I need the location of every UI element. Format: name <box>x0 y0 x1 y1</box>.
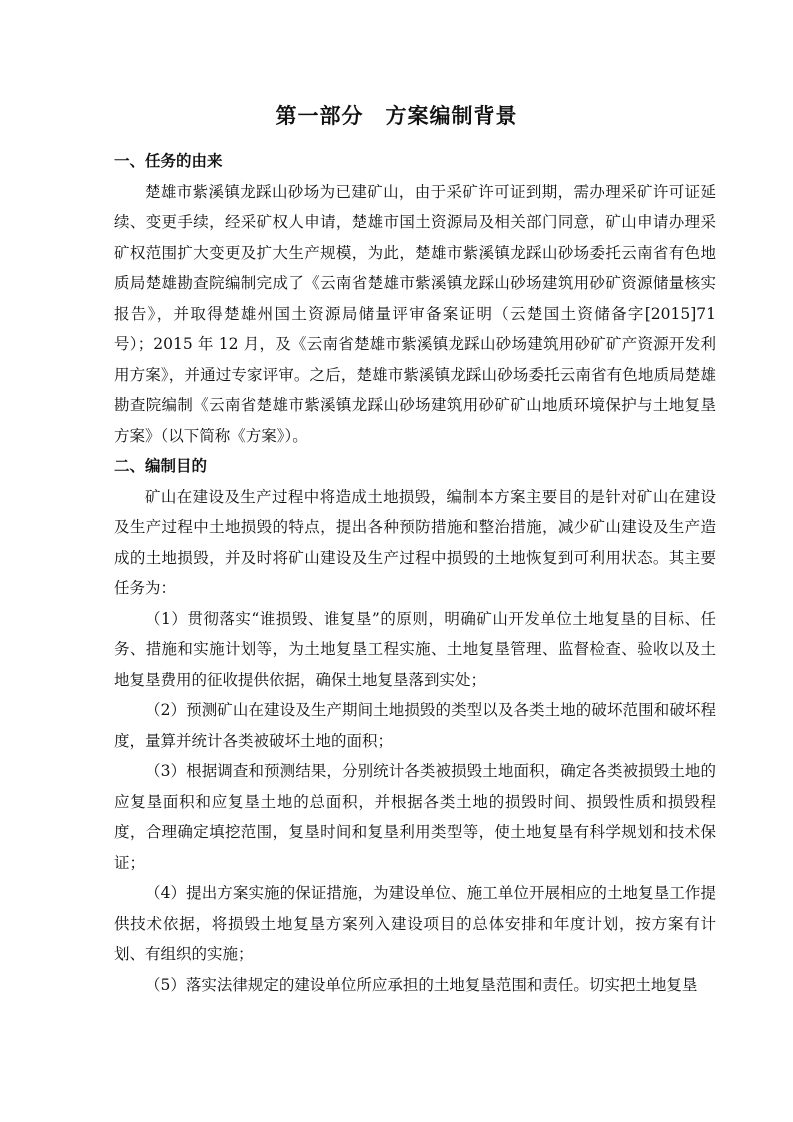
document-body <box>114 146 716 1000</box>
section-heading-purpose: 二、编制目的 <box>114 457 208 475</box>
paragraph-purpose-item-5: （5）落实法律规定的建设单位所应承担的土地复垦范围和责任。切实把土地复垦 <box>145 975 698 994</box>
paragraph-purpose-item-3: （3）根据调查和预测结果，分别统计各类被损毁土地面积，确定各类被损毁土地的应复垦面积和应复垦土地的总面积，并根据各类土地的损毁时间、损毁性质和损毁程度，合理确定填挖范围，复垦时间和复垦利用类型等，使土地复垦有科学规划和技术保证； <box>114 762 716 872</box>
paragraph-purpose-item-1: （1）贯彻落实“谁损毁、谁复垦”的原则，明确矿山开发单位土地复垦的目标、任务、措施和实施计划等，为土地复垦工程实施、土地复垦管理、监督检查、验收以及土地复垦费用的征收提供依据，确保土地复垦落到实处； <box>114 609 716 689</box>
section-heading-origin: 一、任务的由来 <box>114 152 223 170</box>
paragraph-purpose-intro: 矿山在建设及生产过程中将造成土地损毁，编制本方案主要目的是针对矿山在建设及生产过程中土地损毁的特点，提出各种预防措施和整治措施，减少矿山建设及生产造成的土地损毁，并及时将矿山建设及生产过程中损毁的土地恢复到可利用状态。其主要任务为： <box>114 487 716 597</box>
page-title: 第一部分 方案编制背景 <box>275 104 518 128</box>
paragraph-purpose-item-4: （4）提出方案实施的保证措施，为建设单位、施工单位开展相应的土地复垦工作提供技术依据，将损毁土地复垦方案列入建设项目的总体安排和年度计划，按方案有计划、有组织的实施； <box>114 884 716 963</box>
paragraph-origin: 楚雄市紫溪镇龙踩山砂场为已建矿山，由于采矿许可证到期，需办理采矿许可证延续、变更手续，经采矿权人申请，楚雄市国土资源局及相关部门同意，矿山申请办理采矿权范围扩大变更及扩大生产规模，为此，楚雄市紫溪镇龙踩山砂场委托云南省有色地质局楚雄勘查院编制完成了《云南省楚雄市紫溪镇龙踩山砂场建筑用砂矿资源储量核实报告》，并取得楚雄州国土资源局储量评审备案证明（云楚国土资储备字[2015]71 号）；2015 年 12 月，及《云南省楚雄市紫溪镇龙踩山砂场建筑用砂矿矿产资源开发利用方案》，并通过专家评审。之后，楚雄市紫溪镇龙踩山砂场委托云南省有色地质局楚雄勘查院编制《云南省楚雄市紫溪镇龙踩山砂场建筑用砂矿矿山地质环境保护与土地复垦方案》（以下简称《方案》）。 <box>114 182 716 445</box>
paragraph-purpose-item-2: （2）预测矿山在建设及生产期间土地损毁的类型以及各类土地的破坏范围和破坏程度，量算并统计各类被破坏土地的面积； <box>114 701 716 750</box>
